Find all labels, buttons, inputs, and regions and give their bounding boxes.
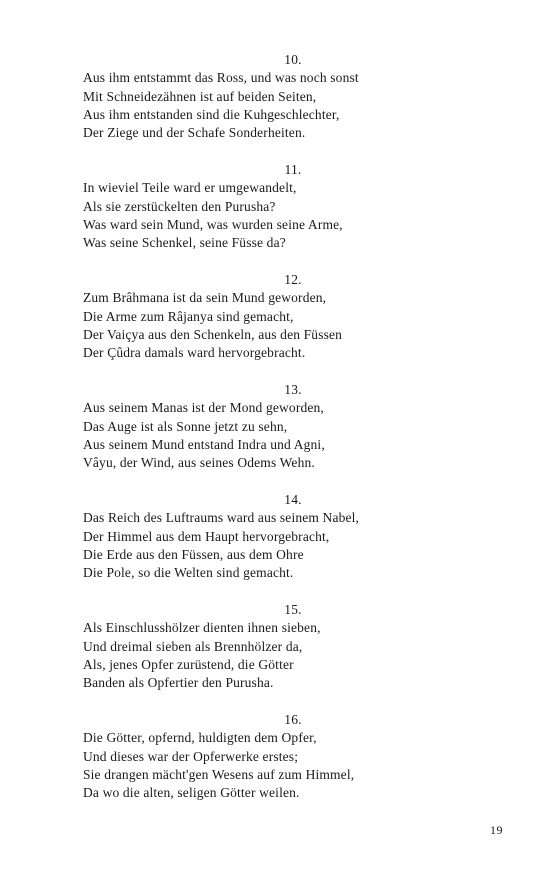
stanza-number: 13. [284,382,302,397]
verse-line: Was ward sein Mund, was wurden seine Arme, [83,216,343,232]
verse-line: Die Götter, opfernd, huldigten dem Opfer, [83,730,317,746]
verse-line: Das Auge ist als Sonne jetzt zu sehn, [83,418,288,434]
verse-line: Da wo die alten, seligen Götter weilen. [83,785,300,801]
verse-line: Als Einschlusshölzer dienten ihnen sieben, [83,620,321,636]
verse-line: Die Arme zum Râjanya sind gemacht, [83,308,294,324]
verse-line: Und dreimal sieben als Brennhölzer da, [83,638,303,654]
verse-line: Und dieses war der Opferwerke erstes; [83,748,299,764]
stanza-14 [83,491,483,582]
verse-line: Vâyu, der Wind, aus seines Odems Wehn. [83,455,315,471]
verse-line: Die Pole, so die Welten sind gemacht. [83,565,294,581]
stanza-16 [83,711,483,802]
verse-line: Der Ziege und der Schafe Sonderheiten. [83,125,306,141]
verse-line: Der Vaiçya aus den Schenkeln, aus den Füssen [83,326,343,342]
stanza-12 [83,271,483,362]
verse-line: Als, jenes Opfer zurüstend, die Götter [83,656,294,672]
stanza-13 [83,381,483,472]
stanza-10 [83,51,483,142]
verse-line: Sie drangen mächt'gen Wesens auf zum Himmel, [83,766,355,782]
stanza-number: 11. [284,162,302,177]
verse-line: Der Himmel aus dem Haupt hervorgebracht, [83,528,330,544]
verse-line: Als sie zerstückelten den Purusha? [83,198,276,214]
stanza-number: 12. [284,272,302,287]
stanza-number: 16. [284,712,302,727]
verse-line: Aus ihm entstanden sind die Kuhgeschlechter, [83,106,340,122]
page-number: 19 [490,823,503,837]
verse-line: Der Çûdra damals ward hervorgebracht. [83,345,306,361]
verse-line: In wieviel Teile ward er umgewandelt, [83,180,297,196]
verse-line: Banden als Opfertier den Purusha. [83,675,274,691]
verse-line: Was seine Schenkel, seine Füsse da? [83,235,286,251]
verse-line: Die Erde aus den Füssen, aus dem Ohre [83,546,304,562]
verse-line: Mit Schneidezähnen ist auf beiden Seiten, [83,88,317,104]
verse-line: Das Reich des Luftraums ward aus seinem Nabel, [83,510,360,526]
stanza-number: 15. [284,602,302,617]
stanza-15 [83,601,483,692]
stanza-11 [83,161,483,252]
verse-line: Aus seinem Manas ist der Mond geworden, [83,400,324,416]
verse-line: Aus ihm entstammt das Ross, und was noch sonst [83,70,359,86]
verse-line: Aus seinem Mund entstand Indra und Agni, [83,436,325,452]
stanza-number: 14. [284,492,302,507]
verse-line: Zum Brâhmana ist da sein Mund geworden, [83,290,327,306]
stanza-number: 10. [284,52,302,67]
